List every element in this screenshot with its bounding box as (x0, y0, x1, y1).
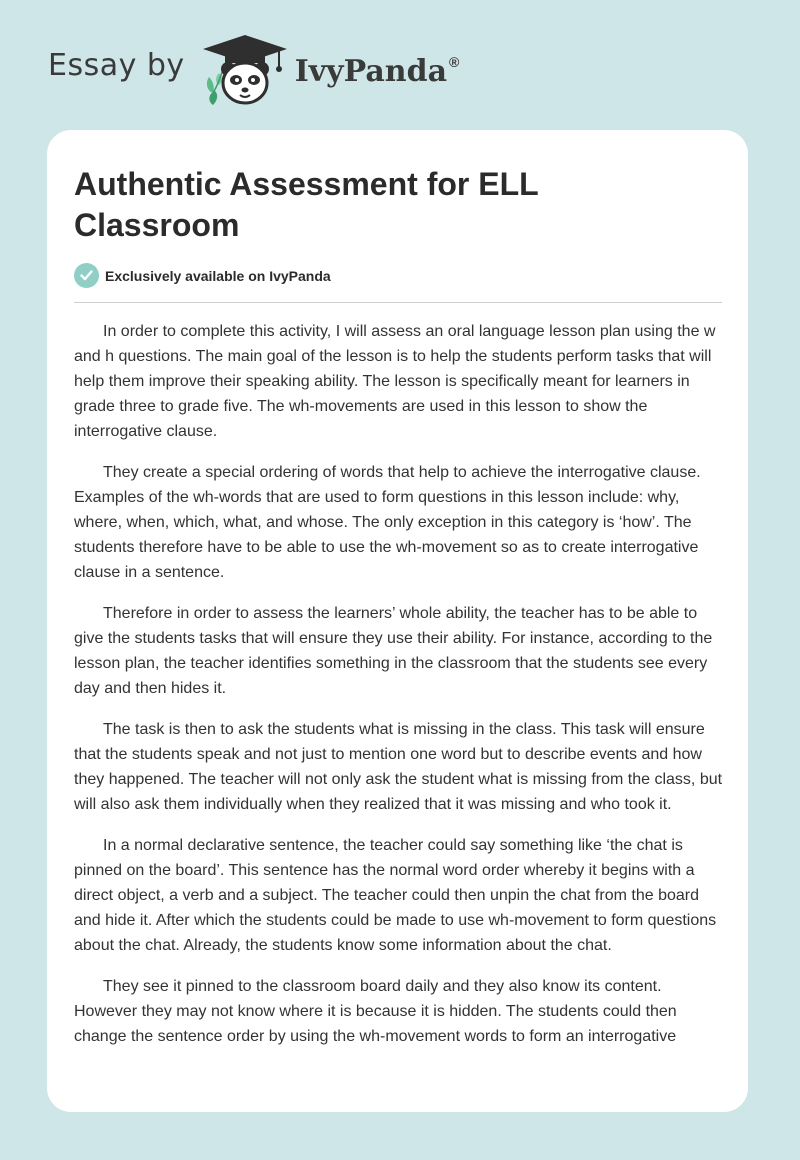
paragraph: Therefore in order to assess the learners’ whole ability, the teacher has to be able to give the students tasks that will ensure they use their ability. For instance, according to the lesson plan, the teacher identifies something in the classroom that the students see every day and then hides it. (74, 605, 713, 697)
paragraph: In order to complete this activity, I will assess an oral language lesson plan using the w and h questions. The main goal of the lesson is to help the students perform tasks that will help them improve their speaking ability. The lesson is specifically meant for learners in grade three to grade five. The wh-movements are used in this lesson to show the interrogative clause. (74, 323, 716, 440)
paragraph: They see it pinned to the classroom board daily and they also know its content. However they may not know where it is because it is hidden. The students could then change the sentence order by using the wh-movement words to form an interrogative (74, 978, 677, 1045)
registered-mark: ® (449, 53, 460, 70)
paragraph: In a normal declarative sentence, the teacher could say something like ‘the chat is pinned on the board’. This sentence has the normal word order whereby it begins with a direct object, a verb and a subject. The teacher could then unpin the chat from the board and hide it. After which the students could be made to use wh-movement to form questions about the chat. Already, the students know some information about the chat. (74, 837, 717, 954)
check-icon (74, 263, 99, 288)
exclusive-badge (74, 263, 331, 288)
ivypanda-logo[interactable] (201, 33, 460, 107)
divider (74, 302, 722, 303)
article-body (74, 319, 726, 1065)
article-card (47, 130, 748, 1112)
site-header (48, 30, 459, 110)
paragraph: They create a special ordering of words that help to achieve the interrogative clause. Examples of the wh-words that are used to form questions in this lesson include: why, where, when, which, what, and whose. The only exception in this category is ‘how’. The students therefore have to be able to use the wh-movement so as to create interrogative clause in a sentence. (74, 464, 701, 581)
article-title: Authentic Assessment for ELL Classroom (74, 166, 539, 243)
brand-name: IvyPanda ® (294, 53, 460, 89)
exclusive-badge-text: Exclusively available on IvyPanda (105, 267, 331, 284)
panda-graduate-icon (201, 33, 289, 107)
paragraph: The task is then to ask the students what is missing in the class. This task will ensure that the students speak and not just to mention one word but to describe events and how they happened. The teacher will not only ask the student what is missing from the class, but will also ask them individually when they realized that it was missing and who took it. (74, 721, 723, 813)
essay-by-label: Essay by (48, 47, 185, 83)
